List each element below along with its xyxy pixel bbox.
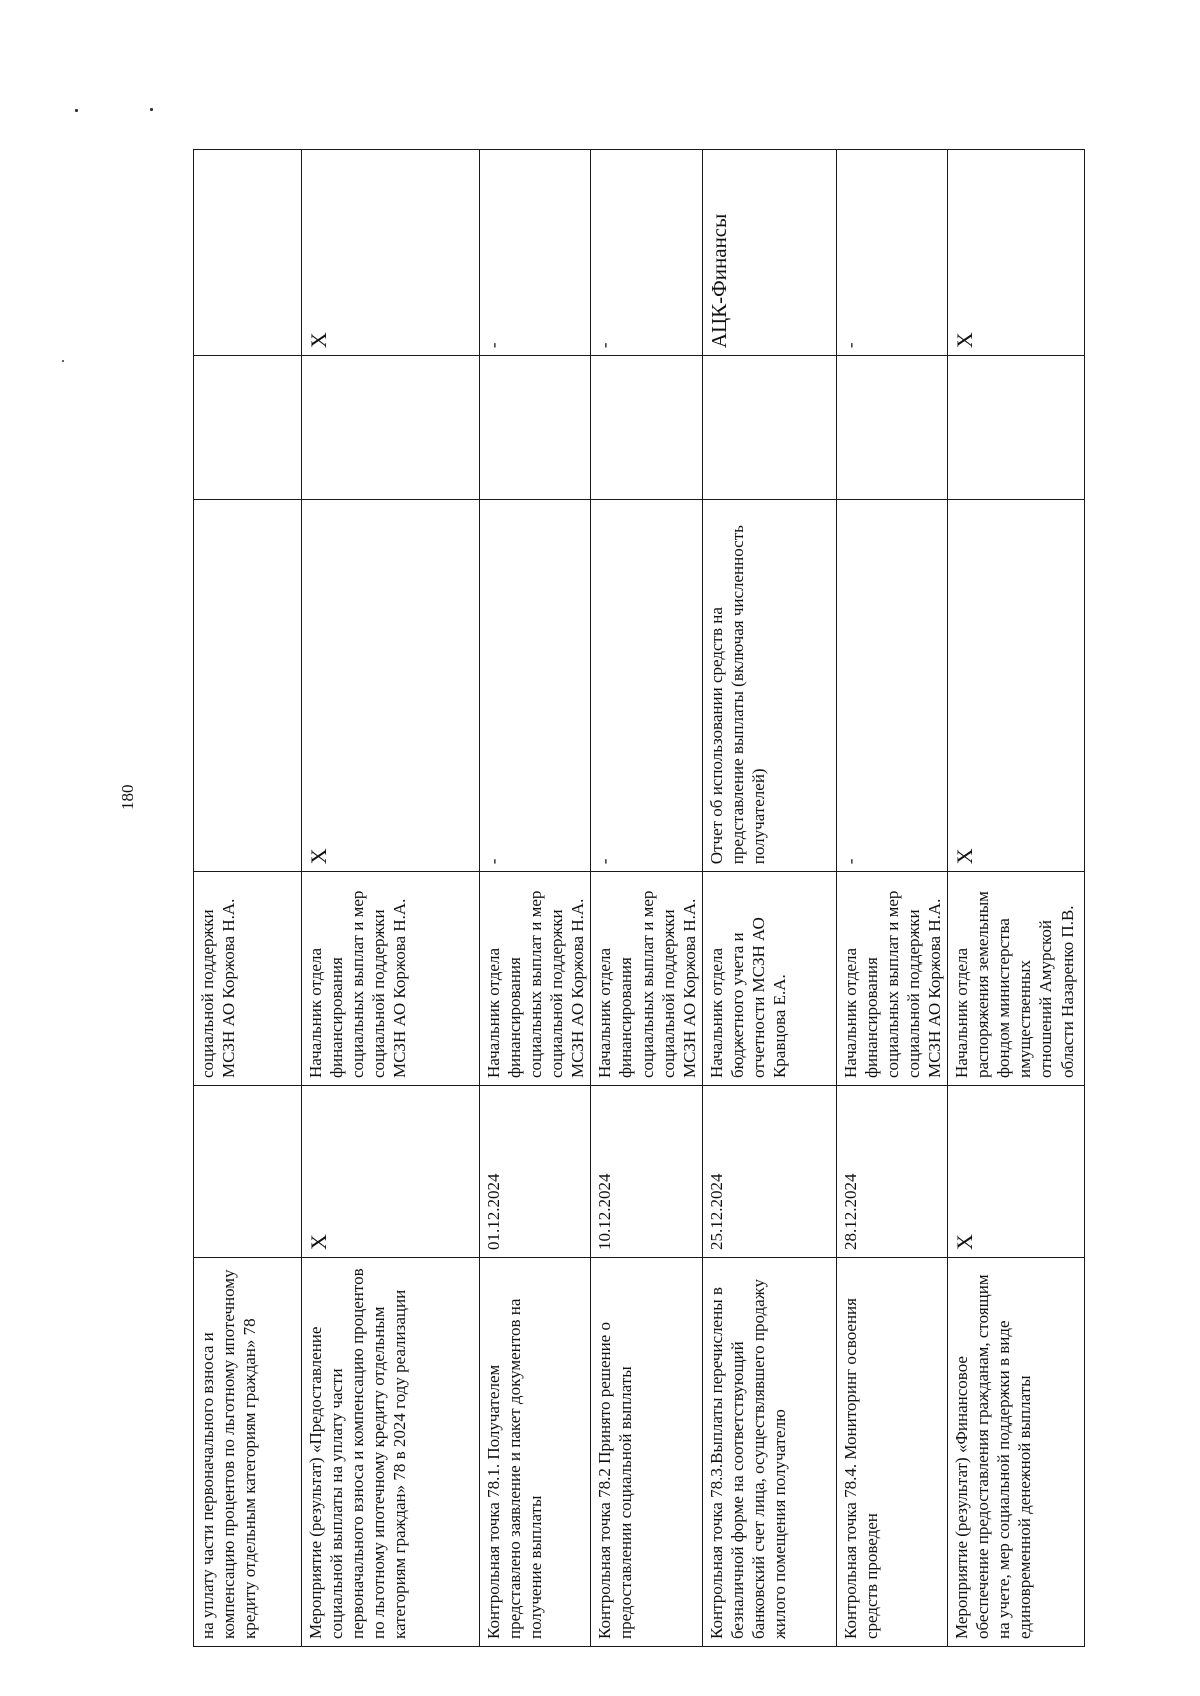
- cell-responsible: социальной поддержки МСЗН АО Коржова Н.А.: [194, 872, 302, 1086]
- scan-speck: [75, 109, 78, 112]
- cell-type: -: [836, 500, 947, 872]
- table-row: [836, 150, 947, 1647]
- table-row: [948, 150, 1085, 1647]
- cell-document: [591, 356, 702, 500]
- cell-date: X: [302, 1086, 480, 1258]
- cell-system: [194, 150, 302, 356]
- cell-type: [194, 500, 302, 872]
- cell-responsible: Начальник отдела распоряжения земельным фондом министерства имущественных отношений Амурской области Назаренко П.В.: [948, 872, 1085, 1086]
- cell-date: 28.12.2024: [836, 1086, 947, 1258]
- scan-speck: [62, 360, 64, 362]
- cell-system: -: [836, 150, 947, 356]
- cell-document: [302, 356, 480, 500]
- cell-date: X: [948, 1086, 1085, 1258]
- plan-table: [193, 149, 1085, 1647]
- rotated-table-container: [193, 149, 1077, 1647]
- cell-document: [480, 356, 591, 500]
- cell-responsible: Начальник отдела финансирования социальных выплат и мер социальной поддержки МСЗН АО Коржова Н.А.: [302, 872, 480, 1086]
- cell-type: X: [302, 500, 480, 872]
- table-row: [302, 150, 480, 1647]
- table-row: [591, 150, 702, 1647]
- cell-system: X: [948, 150, 1085, 356]
- cell-responsible: Начальник отдела финансирования социальных выплат и мер социальной поддержки МСЗН АО Коржова Н.А.: [836, 872, 947, 1086]
- table-row: [480, 150, 591, 1647]
- page-number: 180: [118, 784, 137, 810]
- cell-document: [194, 356, 302, 500]
- cell-type: -: [480, 500, 591, 872]
- cell-type: X: [948, 500, 1085, 872]
- cell-system: -: [591, 150, 702, 356]
- cell-document: [702, 356, 836, 500]
- scan-speck: [150, 108, 153, 111]
- cell-document: [836, 356, 947, 500]
- cell-name: Контрольная точка 78.1. Получателем представлено заявление и пакет документов на получение выплаты: [480, 1258, 591, 1647]
- cell-name: на уплату части первоначального взноса и компенсацию процентов по льготному ипотечному кредиту отдельным категориям граждан» 78: [194, 1258, 302, 1647]
- cell-name: Мероприятие (результат) «Финансовое обеспечение предоставления гражданам, стоящим на учете, мер социальной поддержки в виде единовременной денежной выплаты: [948, 1258, 1085, 1647]
- cell-name: Контрольная точка 78.4. Мониторинг освоения средств проведен: [836, 1258, 947, 1647]
- cell-date: 10.12.2024: [591, 1086, 702, 1258]
- cell-system: -: [480, 150, 591, 356]
- cell-name: Мероприятие (результат) «Предоставление социальной выплаты на уплату части первоначального взноса и компенсацию процентов по льготному ипотечному кредиту отдельным категориям граждан» 78 в 2024 году реализации: [302, 1258, 480, 1647]
- table-row: [702, 150, 836, 1647]
- cell-type: -: [591, 500, 702, 872]
- cell-date: 25.12.2024: [702, 1086, 836, 1258]
- cell-date: 01.12.2024: [480, 1086, 591, 1258]
- cell-name: Контрольная точка 78.2 Принято решение о предоставлении социальной выплаты: [591, 1258, 702, 1647]
- cell-system: АЦК-Финансы: [702, 150, 836, 356]
- table-row: [194, 150, 302, 1647]
- cell-system: X: [302, 150, 480, 356]
- cell-type: Отчет об использовании средств на представление выплаты (включая численность получателей): [702, 500, 836, 872]
- cell-responsible: Начальник отдела финансирования социальных выплат и мер социальной поддержки МСЗН АО Коржова Н.А.: [591, 872, 702, 1086]
- cell-responsible: Начальник отдела финансирования социальных выплат и мер социальной поддержки МСЗН АО Коржова Н.А.: [480, 872, 591, 1086]
- cell-document: [948, 356, 1085, 500]
- cell-name: Контрольная точка 78.3.Выплаты перечислены в безналичной форме на соответствующий банковский счет лица, осуществлявшего продажу жилого помещения получателю: [702, 1258, 836, 1647]
- cell-responsible: Начальник отдела бюджетного учета и отчетности МСЗН АО Кравцова Е.А.: [702, 872, 836, 1086]
- cell-date: [194, 1086, 302, 1258]
